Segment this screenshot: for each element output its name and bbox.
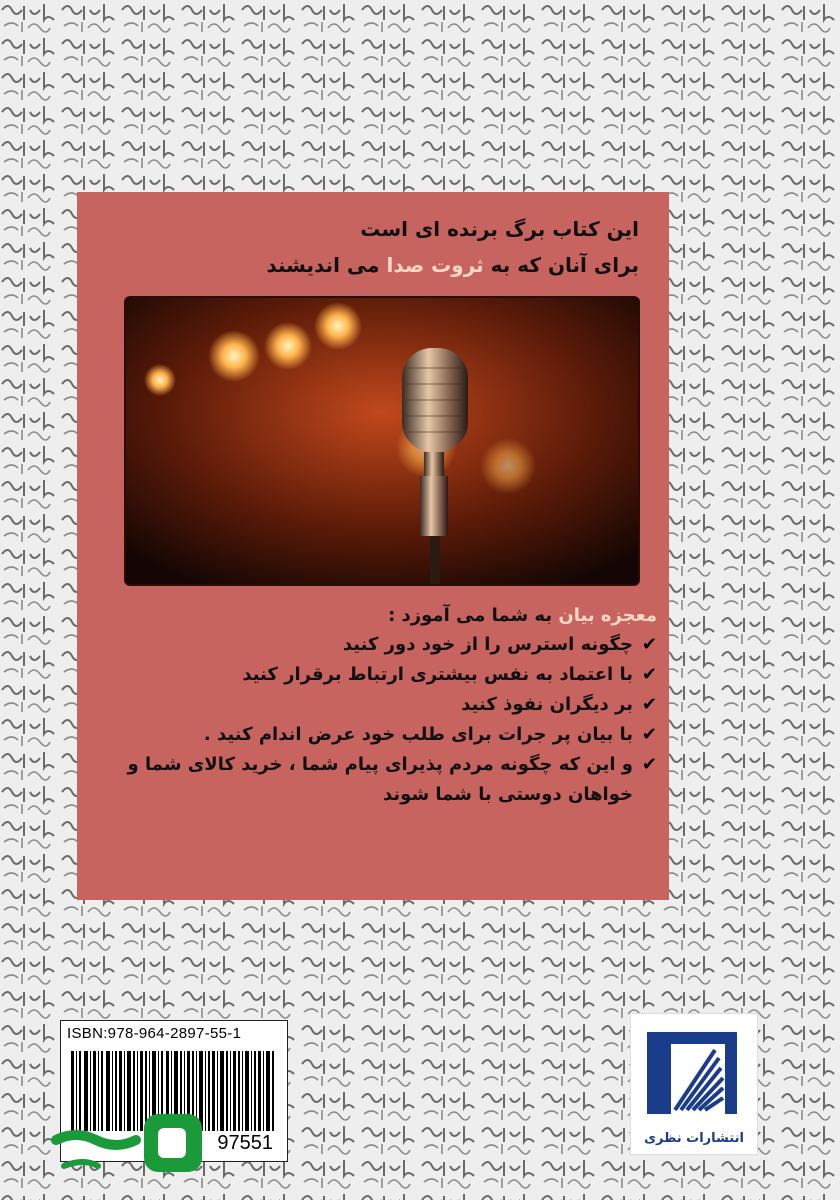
headline-line-2-suffix: می اندیشند xyxy=(266,253,380,277)
headline-line-1: این کتاب برگ برنده ای است xyxy=(360,217,639,241)
list-item xyxy=(97,720,657,750)
benefits-list xyxy=(97,602,657,810)
publisher-logo-box xyxy=(630,1013,758,1155)
list-item-text: با اعتماد به نفس بیشتری ارتباط برقرار کنید xyxy=(242,664,633,685)
headline-accent: ثروت صدا xyxy=(386,253,484,277)
list-title xyxy=(97,602,657,630)
list-item-text: با بیان پر جرات برای طلب خود عرض اندام کنید . xyxy=(203,724,633,745)
list-title-accent: معجزه بیان xyxy=(558,605,657,626)
headline-line-2-prefix: برای آنان که به xyxy=(490,253,639,277)
list-item xyxy=(97,750,657,810)
publisher-logo-icon xyxy=(641,1022,747,1120)
content-panel xyxy=(77,192,669,900)
check-icon: ✔ xyxy=(641,754,657,775)
ketabrah-watermark-logo xyxy=(36,1094,216,1194)
microphone-photo xyxy=(124,296,640,586)
check-icon: ✔ xyxy=(641,694,657,715)
publisher-name: انتشارات نظری xyxy=(644,1131,744,1146)
list-item xyxy=(97,660,657,690)
check-icon: ✔ xyxy=(641,664,657,685)
headline-line-2 xyxy=(99,250,639,280)
list-item xyxy=(97,690,657,720)
check-icon: ✔ xyxy=(641,724,657,745)
list-item-text: و این که چگونه مردم پذیرای پیام شما ، خرید کالای شما و خواهان دوستی با شما شوند xyxy=(127,754,633,805)
barcode-digits: 97551 xyxy=(217,1132,273,1154)
list-item-text: چگونه استرس را از خود دور کنید xyxy=(342,634,633,655)
list-item-text: بر دیگران نفوذ کنید xyxy=(461,694,633,715)
isbn-label: ISBN:978-964-2897-55-1 xyxy=(67,1025,242,1042)
check-icon: ✔ xyxy=(641,634,657,655)
list-item xyxy=(97,630,657,660)
list-title-rest: به شما می آموزد : xyxy=(388,605,553,626)
